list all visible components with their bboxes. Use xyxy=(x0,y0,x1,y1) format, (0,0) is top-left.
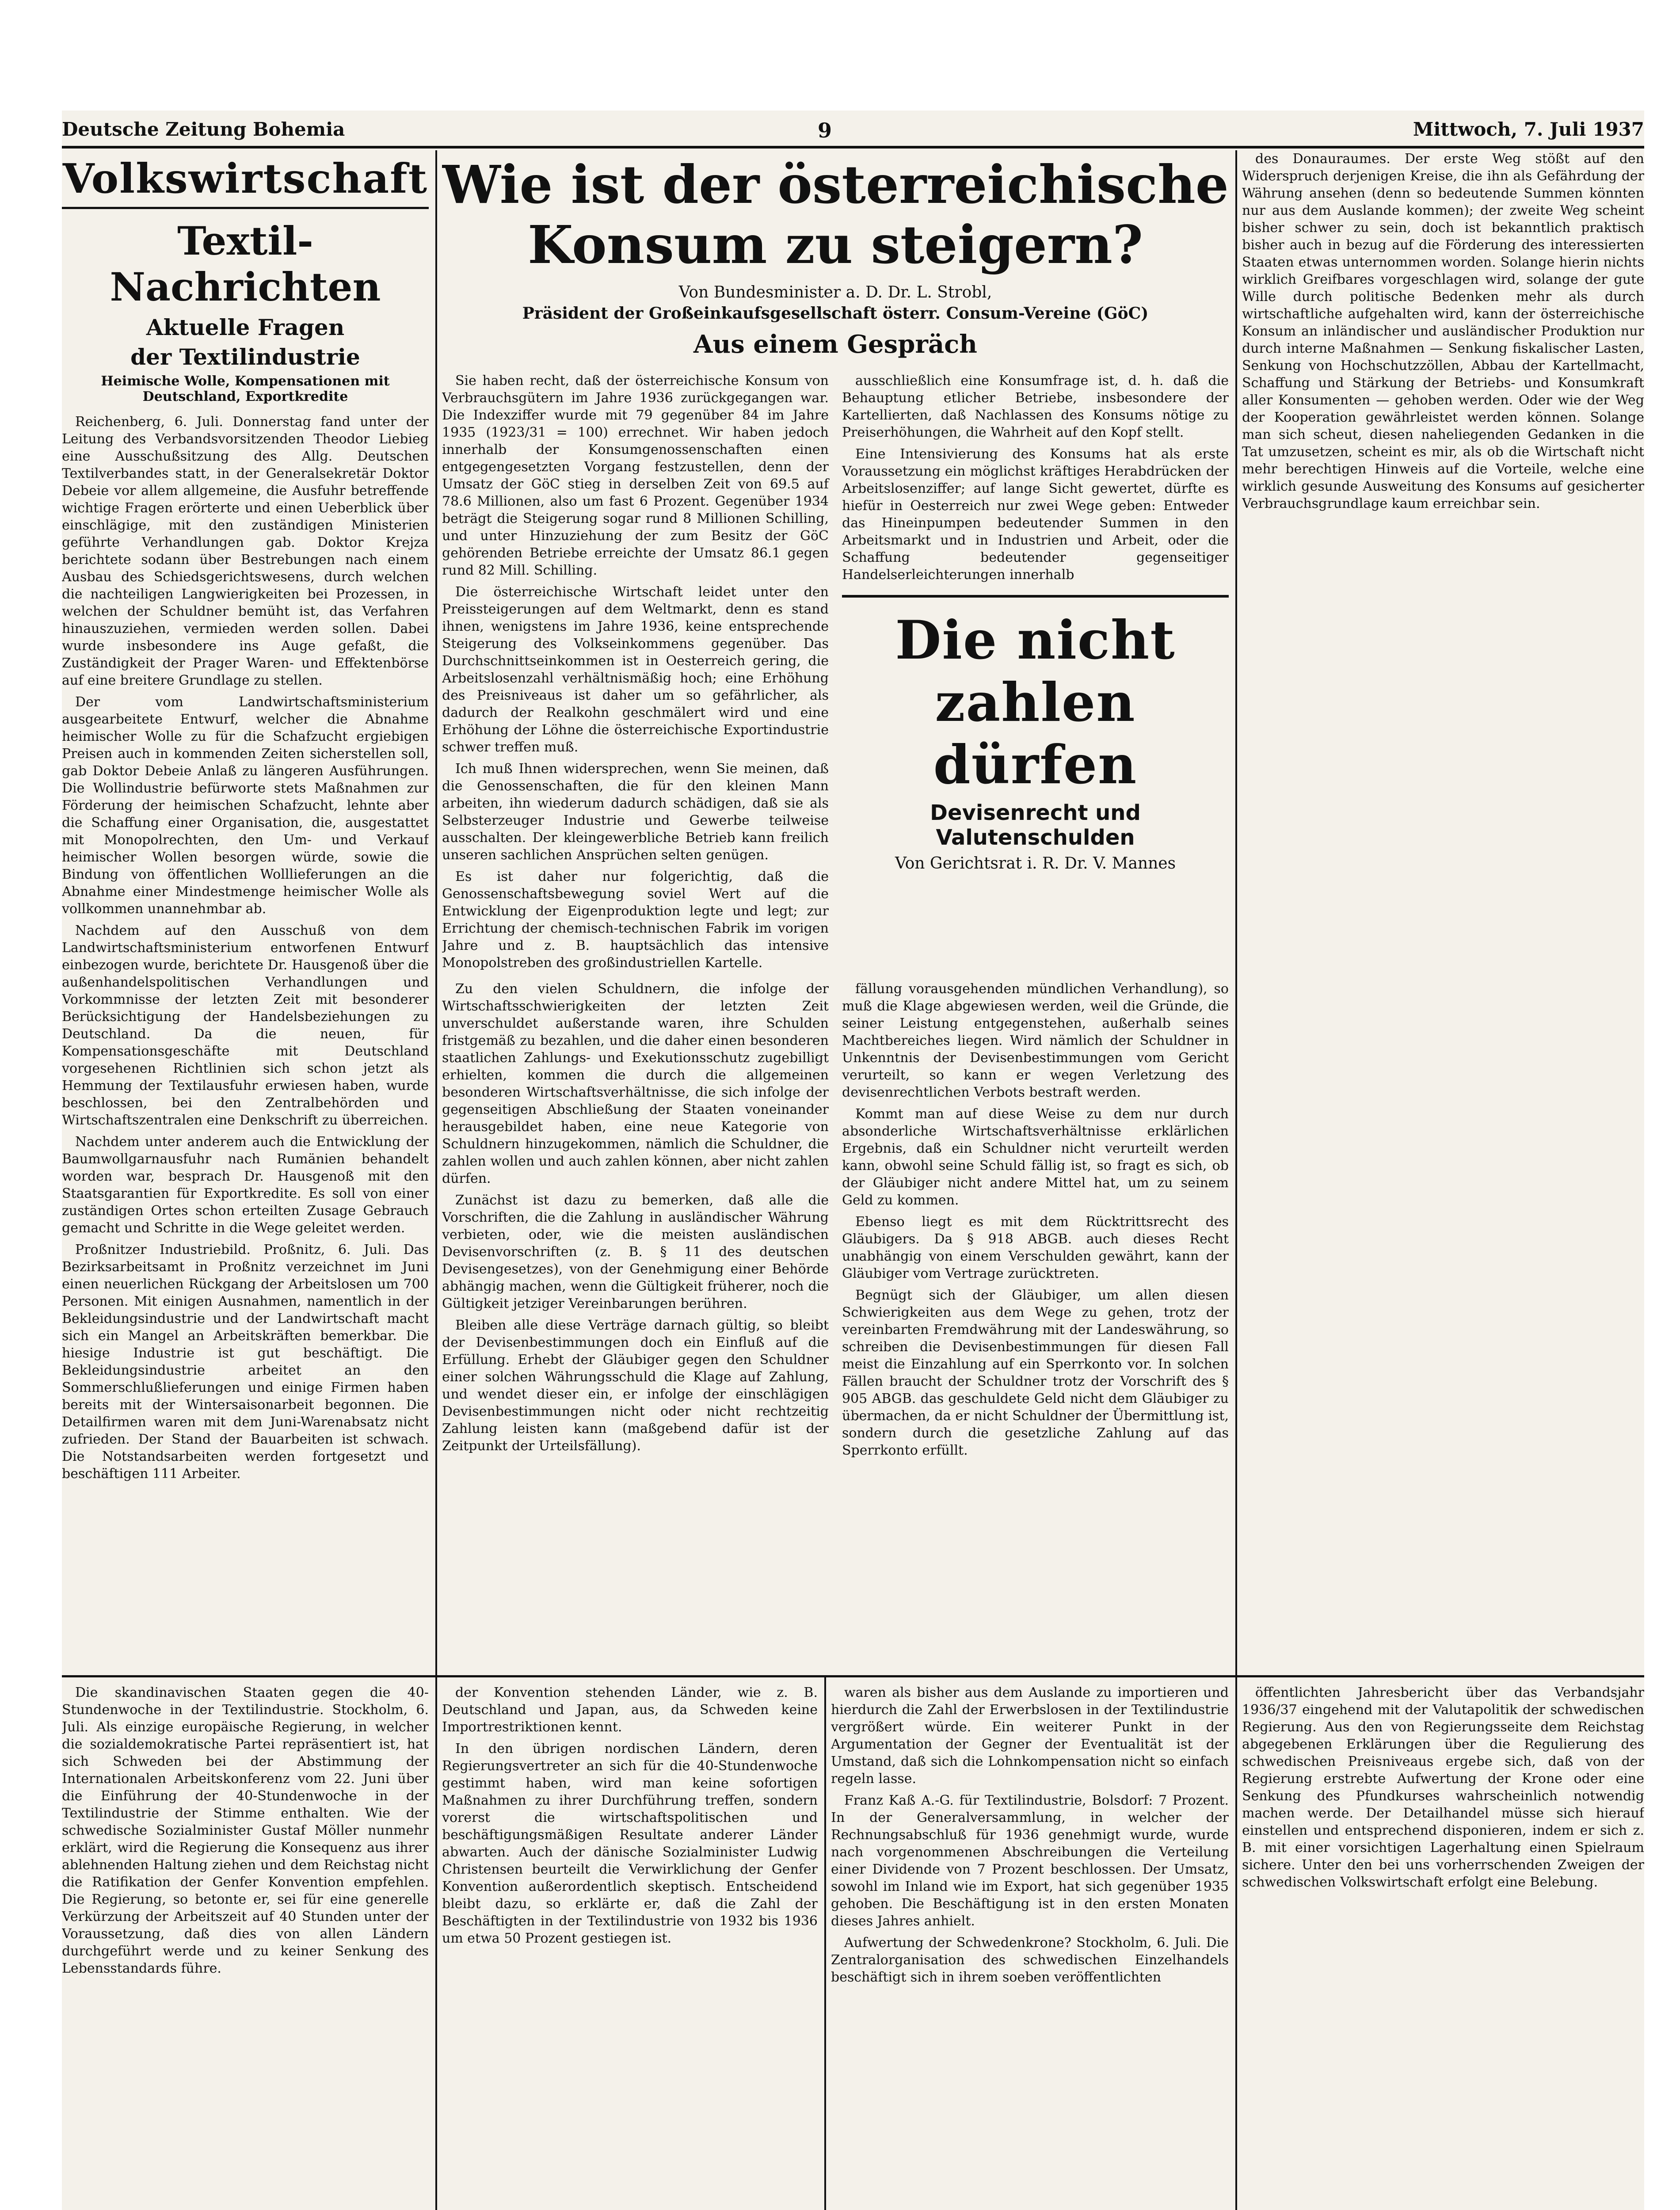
paragraph: Sie haben recht, daß der österreichische Konsum von Verbrauchsgütern im Jahre 1936 zurückgegangen war. Die Indexziffer wurde mit 79 gegenüber 84 im Jahre 1935 (1923/31 = 100) errechnet. Wir haben jedoch innerhalb der Konsumgenossenschaften einen entgegengesetzten Vorgang festzustellen, denn der Umsatz der GöC stieg in derselben Zeit von 69.5 auf 78.6 Millionen, also um fast 6 Prozent. Gegenüber 1934 beträgt die Steigerung sogar rund 8 Millionen Schilling, und unter Hinzuziehung der zum Besitz der GöC gehörenden Betriebe erreichte der Umsatz 86.1 gegen rund 82 Mill. Schilling. xyxy=(442,373,829,579)
bottom-column-3 xyxy=(831,1684,1229,2210)
headline: Wie ist der österreichische Konsum zu steigern? xyxy=(442,154,1229,275)
article-2-column-left xyxy=(442,980,829,1463)
article-columns xyxy=(442,372,1229,976)
headline-2: Die nicht zahlen dürfen xyxy=(895,609,1176,796)
article-body xyxy=(842,372,1229,583)
article-body xyxy=(1242,1684,1644,1891)
paragraph: Reichenberg, 6. Juli. Donnerstag fand unter der Leitung des Verbandsvorsitzenden Theodor Liebieg eine Ausschußsitzung des Allg. Deutschen Textilverbandes statt, in der Generalsekretär Doktor Debeie vor allem allgemeine, die Ausfuhr betreffende wichtige Fragen erörterte und einen Ueberblick über einschlägige, mit den zuständigen Ministerien geführte Verhandlungen gab. Doktor Krejza berichtete sodann über Bestrebungen nach einem Ausbau des Schiedsgerichtswesens, durch welchen die nachteiligen Langwierigkeiten bei Prozessen, in welchen der Schuldner bemüht ist, das Verfahren hinauszuziehen, vermieden werden sollen. Dabei wurde insbesondere ins Auge gefaßt, die Zuständigkeit der Prager Waren- und Effektenbörse auf eine breitere Grundlage zu stellen. xyxy=(62,414,429,688)
paragraph: fällung vorausgehenden mündlichen Verhandlung), so muß die Klage abgewiesen werden, weil die Gründe, die seiner Leistung entgegenstehen, außerhalb seines Machtbereiches liegen. Wird nämlich der Schuldner in Unkenntnis der Devisenbestimmungen vom Gericht verurteilt, so kann er wegen Verletzung des devisenrechtlichen Verbots bestraft werden. xyxy=(842,981,1229,1101)
byline-affiliation: Präsident der Großeinkaufsgesellschaft österr. Consum-Vereine (GöC) xyxy=(522,304,1149,323)
paragraph: Der vom Landwirtschaftsministerium ausgearbeitete Entwurf, welcher die Abnahme heimischer Wolle zu für die Schafzucht ergiebigen Preisen auch in kommenden Zeiten sicherstellen soll, gab Doktor Debeie Anlaß zu längeren Ausführungen. Die Wollindustrie befürworte stets Maßnahmen zur Förderung der heimischen Schafzucht, lehnte aber die Schaffung einer Organisation, die, ausgestattet mit Monopolrechten, den Um- und Verkauf heimischer Wollen besorgen würde, sowie die Bindung von öffentlichen Wolllieferungen an die Abnahme einer Mindestmenge heimischer Wolle als vollkommen unannehmbar ab. xyxy=(62,694,429,917)
column-divider xyxy=(824,1675,826,2210)
column-2 xyxy=(442,150,1229,1671)
page-number: 9 xyxy=(818,118,832,142)
paragraph: Ebenso liegt es mit dem Rücktrittsrecht des Gläubigers. Da § 918 ABGB. auch dieses Recht unabhängig von einem Verschulden gewährt, kann der Gläubiger vom Vertrage zurücktreten. xyxy=(842,1214,1229,1282)
article-body xyxy=(62,413,429,1482)
headline-2-byline: Von Gerichtsrat i. R. Dr. V. Mannes xyxy=(895,854,1176,873)
paragraph: Begnügt sich der Gläubiger, um allen diesen Schwierigkeiten aus dem Wege zu gehen, trotz der vereinbarten Fremdwährung mit der Landeswährung, so schreiben die Devisenbestimmungen für diesen Fall meist die Einzahlung auf ein Sperrkonto vor. In solchen Fällen braucht der Schuldner trotz der Vorschrift des § 905 ABGB. das geschuldete Geld nicht dem Gläubiger zu übermachen, da er nicht Schuldner der Übermittlung ist, sondern durch die gesetzliche Zahlung auf das Sperrkonto erfüllt. xyxy=(842,1288,1229,1459)
paragraph: Zunächst ist dazu zu bemerken, daß alle die Vorschriften, die die Zahlung in ausländischer Währung verbieten, oder, wie die meisten ausländischen Devisenvorschriften (z. B. § 11 des deutschen Devisengesetzes), von der Genehmigung einer Behörde abhängig machen, wenn die Gültigkeit früherer, noch die Gültigkeit jetziger Vereinbarungen berühren. xyxy=(442,1193,829,1312)
paragraph: Zu den vielen Schuldnern, die infolge der Wirtschaftsschwierigkeiten der letzten Zeit unverschuldet außerstande waren, ihre Schulden fristgemäß zu bezahlen, und die daher einen besonderen staatlichen Zahlungs- und Exekutionsschutz zugebilligt erhielten, kommen die durch die allgemeinen besonderen Wirtschaftsverhältnisse, die sich infolge der gegenseitigen Abschließung der Staaten voneinander herausgebildet haben, eine neue Kategorie von Schuldnern hinzugekommen, nämlich die Schuldner, die zahlen wollen und auch zahlen können, aber nicht zahlen dürfen. xyxy=(442,981,829,1187)
paragraph: Die skandinavischen Staaten gegen die 40-Stundenwoche in der Textilindustrie. Stockholm, 6. Juli. Als einzige europäische Regierung, in welcher die sozialdemokratische Partei repräsentiert ist, hat sich Schweden bei der Abstimmung der Internationalen Arbeitskonferenz vom 22. Juni über die Einführung der 40-Stundenwoche in der Textilindustrie der Stimme enthalten. Wie der schwedische Sozialminister Gustaf Möller nunmehr erklärt, wird die Regierung die Konsequenz aus ihrer ablehnenden Haltung ziehen und dem Reichstag nicht die Ratifikation der Genfer Konvention empfehlen. Die Regierung, so betonte er, sei für eine generelle Verkürzung der Arbeitszeit auf 40 Stunden unter der Voraussetzung, daß dies von allen Ländern durchgeführt werde und zu keiner Senkung des Lebensstandards führe. xyxy=(62,1685,429,1976)
article-column-left xyxy=(442,372,829,976)
paragraph: Proßnitzer Industriebild. Proßnitz, 6. Juli. Das Bezirksarbeitsamt in Proßnitz verzeichnet im Juni einen neuerlichen Rückgang der Arbeitslosen um 700 Personen. Mit einigen Ausnahmen, namentlich in der Bekleidungsindustrie und der Landwirtschaft macht sich ein Mangel an Arbeitskräften bemerkbar. Die hiesige Industrie ist gut beschäftigt. Die Bekleidungsindustrie arbeitet an den Sommerschlußlieferungen und einige Firmen haben bereits mit der Wintersaisonarbeit begonnen. Die Detailfirmen waren mit dem Juni-Warenabsatz nicht zufrieden. Der Stand der Bauarbeiten ist schwach. Die Notstandsarbeiten werden fortgesetzt und beschäftigen 111 Arbeiter. xyxy=(62,1242,429,1482)
article-subtitle: der Textilindustrie xyxy=(130,344,360,370)
bottom-section xyxy=(62,1675,1644,2210)
paragraph: waren als bisher aus dem Auslande zu importieren und hierdurch die Zahl der Erwerbslosen in der Textilindustrie vergrößert würde. Ein weiterer Punkt in der Argumentation der Gegner der Eventualität ist der Umstand, daß sich die Lohnkompensation nicht so einfach regeln lasse. xyxy=(831,1685,1229,1787)
rule xyxy=(62,207,429,209)
newspaper-name: Deutsche Zeitung Bohemia xyxy=(62,118,345,140)
paragraph: Ich muß Ihnen widersprechen, wenn Sie meinen, daß die Genossenschaften, die für den kleinen Mann arbeiten, ihn wiederum dadurch schädigen, daß sie als Selbsterzeuger Industrie und Gewerbe teilweise ausschalten. Der kleingewerbliche Betrieb kann freilich unseren sachlichen Ansprüchen selten genügen. xyxy=(442,761,829,863)
article-subtitle: Aktuelle Fragen xyxy=(146,314,345,340)
bottom-column-1 xyxy=(62,1684,429,2210)
paragraph: Nachdem auf den Ausschuß von dem Landwirtschaftsministerium entworfenen Entwurf einbezogen wurde, berichtete Dr. Hausgenoß über die außenhandelspolitischen Verhandlungen und Vorkommnisse der letzten Zeit mit besonderer Berücksichtigung der Handelsbeziehungen zu Deutschland. Da die neuen, für Kompensationsgeschäfte mit Deutschland vorgesehenen Richtlinien sich schon jetzt als Hemmung der Textilausfuhr erwiesen haben, wurde beschlossen, bei den Zentralbehörden und Wirtschaftszentralen eine Denkschrift zu überreichen. xyxy=(62,923,429,1128)
paragraph: Bleiben alle diese Verträge darnach gültig, so bleibt der Devisenbestimmungen doch ein Einfluß auf die Erfüllung. Erhebt der Gläubiger gegen den Schuldner einer solchen Währungsschuld die Klage auf Zahlung, und wendet dieser ein, er infolge der einschlägigen Devisenbestimmungen nicht oder nicht rechtzeitig Zahlung leisten kann (maßgebend dafür ist der Zeitpunkt der Urteilsfällung). xyxy=(442,1318,829,1454)
headline-2-subtitle: Devisenrecht und Valutenschulden xyxy=(930,800,1141,850)
bottom-column-4 xyxy=(1242,1684,1644,2210)
paragraph: Aufwertung der Schwedenkrone? Stockholm, 6. Juli. Die Zentralorganisation des schwedischen Einzelhandels beschäftigt sich in ihrem soeben veröffentlichten xyxy=(831,1935,1229,1985)
article-body xyxy=(831,1684,1229,1986)
paragraph: Eine Intensivierung des Konsums hat als erste Voraussetzung ein möglichst kräftiges Herabdrücken der Arbeitslosenziffer; auf lange Sicht gewertet, dürfte es hiefür in Oesterreich nur zwei Wege geben: Entweder das Hineinpumpen bedeutender Summen in den Arbeitsmarkt und in Industrien und Arbeit, oder die Schaffung bedeutender gegenseitiger Handelserleichterungen innerhalb xyxy=(842,446,1229,583)
article-column-right xyxy=(842,372,1229,976)
paragraph: Nachdem unter anderem auch die Entwicklung der Baumwollgarnausfuhr nach Rumänien behandelt worden war, besprach Dr. Hausgenoß mit den Staatsgarantien für Exportkredite. Es soll von einer zuständigen Ortes schon erteilten Zusage Gebrauch gemacht und Schritte in die Wege geleitet werden. xyxy=(62,1134,429,1236)
article-body xyxy=(62,1684,429,1977)
paragraph: der Konvention stehenden Länder, wie z. B. Deutschland und Japan, aus, da Schweden keine Importrestriktionen kennt. xyxy=(442,1685,818,1735)
column-3 xyxy=(1242,150,1644,1671)
article-body xyxy=(442,1684,818,1947)
newspaper-page xyxy=(62,110,1644,2210)
paragraph: Kommt man auf diese Weise zu dem nur durch absonderliche Wirtschaftsverhältnisse erklärlichen Ergebnis, daß ein Schuldner nicht verurteilt werden kann, obwohl seine Schuld fällig ist, so fragt es sich, ob der Gläubiger nicht andere Mittel hat, um zu seinem Geld zu kommen. xyxy=(842,1106,1229,1208)
article-continuation xyxy=(1242,150,1644,512)
rule xyxy=(842,595,1229,598)
paragraph: öffentlichten Jahresbericht über das Verbandsjahr 1936/37 eingehend mit der Valutapolitik der schwedischen Regierung. Aus den von Regierungsseite dem Reichstag abgegebenen Erklärungen über die Regulierung des schwedischen Preisniveaus ergebe sich, daß von der Regierung erstrebte Aufwertung der Krone oder eine Senkung des Pfundkurses wahrscheinlich notwendig machen werde. Der Detailhandel müsse sich hierauf einstellen und entsprechend disponieren, indem er sich z. B. mit einer vorsichtigen Lagerhaltung einen Spielraum sichere. Unter den bei uns vorherrschenden Zweigen der schwedischen Volkswirtschaft erfolgt eine Belebung. xyxy=(1242,1685,1644,1890)
byline: Von Bundesminister a. D. Dr. L. Strobl, xyxy=(678,283,992,302)
paragraph: In den übrigen nordischen Ländern, deren Regierungsvertreter an sich für die 40-Stundenwoche gestimmt haben, wird man keine sofortigen Maßnahmen zu ihrer Durchführung treffen, sondern vorerst die wirtschaftspolitischen und beschäftigungsmäßigen Resultate anderer Länder abwarten. Auch der dänische Sozialminister Ludwig Christensen beurteilt die Verwirklichung der Genfer Konvention außerordentlich skeptisch. Entscheidend bleibt dazu, so erklärte er, daß die Zahl der Beschäftigten in der Textilindustrie von 1932 bis 1936 um etwa 50 Prozent gestiegen ist. xyxy=(442,1741,818,1946)
bottom-column-2 xyxy=(442,1684,818,2210)
section-title: Volkswirtschaft xyxy=(62,155,428,202)
column-divider xyxy=(1235,1675,1237,2210)
article-2-columns xyxy=(442,980,1229,1463)
issue-date: Mittwoch, 7. Juli 1937 xyxy=(1413,118,1644,140)
article-kicker: Aus einem Gespräch xyxy=(693,330,977,359)
column-divider xyxy=(435,1675,437,2210)
article-2-column-right xyxy=(842,980,1229,1463)
paragraph: Es ist daher nur folgerichtig, daß die Genossenschaftsbewegung soviel Wert auf die Entwicklung der Eigenproduktion legte und legt; zur Errichtung der chemisch-technischen Fabrik im vorigen Jahre und z. B. hauptsächlich das intensive Monopolstreben des großindustriellen Kartelle. xyxy=(442,869,829,971)
rule xyxy=(62,1675,1644,1677)
paragraph: Die österreichische Wirtschaft leidet unter den Preissteigerungen auf dem Weltmarkt, denn es stand ihnen, wenigstens im Jahre 1936, keine entsprechende Steigerung des Volkseinkommens gegenüber. Das Durchschnittseinkommen ist in Oesterreich gering, die Arbeitslosenzahl verhältnismäßig hoch; eine Erhöhung des Preisniveaus ist daher um so gefährlicher, als dadurch der Realkohn geschmälert wird und eine Erhöhung der Löhne die österreichische Exportindustrie schwer treffen muß. xyxy=(442,584,829,755)
paragraph: ausschließlich eine Konsumfrage ist, d. h. daß die Behauptung etlicher Betriebe, insbesondere der Kartellierten, daß Nachlassen des Konsums nötige zu Preiserhöhungen, die Wahrheit auf den Kopf stellt. xyxy=(842,373,1229,441)
article-deck: Heimische Wolle, Kompensationen mit Deutschland, Exportkredite xyxy=(101,373,390,404)
article-title: Textil-Nachrichten xyxy=(110,218,381,310)
page-header xyxy=(62,110,1644,149)
paragraph: des Donauraumes. Der erste Weg stößt auf den Widerspruch derjenigen Kreise, die ihn als Gefährdung der Währung ansehen (denn so bedeutende Summen könnten nur aus dem Auslande kommen); der zweite Weg scheint bisher schwer zu sein, doch ist bekanntlich praktisch bisher auch in bezug auf die Förderung des interessierten Staaten etwas unternommen worden. Solange hierin nichts wirklich Greifbares vorgeschlagen wird, solange der gute Wille durch politische Bedenken mehr als durch wirtschaftliche aufgehalten wird, kann der österreichische Konsum an inländischer und ausländischer Produktion nur durch interne Maßnahmen — Senkung fiskalischer Lasten, Senkung von Hochschutzzöllen, Abbau der Kartellmacht, Schaffung und Stärkung der Betriebs- und Konsumkraft aller Konsumenten — gehoben werden. Oder wie der Weg der Kooperation gewährleistet werden können. Solange man sich scheut, diesen naheliegenden Gedanken in die Tat umzusetzen, scheint es mir, als ob die Wirtschaft nicht mehr berechtigen Hinweis auf die Vorteile, welche eine wirklich gesunde Ausweitung des Konsums auf gesicherter Verbrauchsgrundlage kaum erreichbar sein. xyxy=(1242,151,1644,511)
column-1 xyxy=(62,150,429,1671)
paragraph: Franz Kaß A.-G. für Textilindustrie, Bolsdorf: 7 Prozent. In der Generalversammlung, in welcher der Rechnungsabschluß für 1936 genehmigt wurde, wurde nach vorgenommenen Abschreibungen die Verteilung einer Dividende von 7 Prozent beschlossen. Der Umsatz, sowohl im Inland wie im Export, hat sich gegenüber 1935 gehoben. Die Beschäftigung ist in den ersten Monaten dieses Jahres anhielt. xyxy=(831,1793,1229,1929)
